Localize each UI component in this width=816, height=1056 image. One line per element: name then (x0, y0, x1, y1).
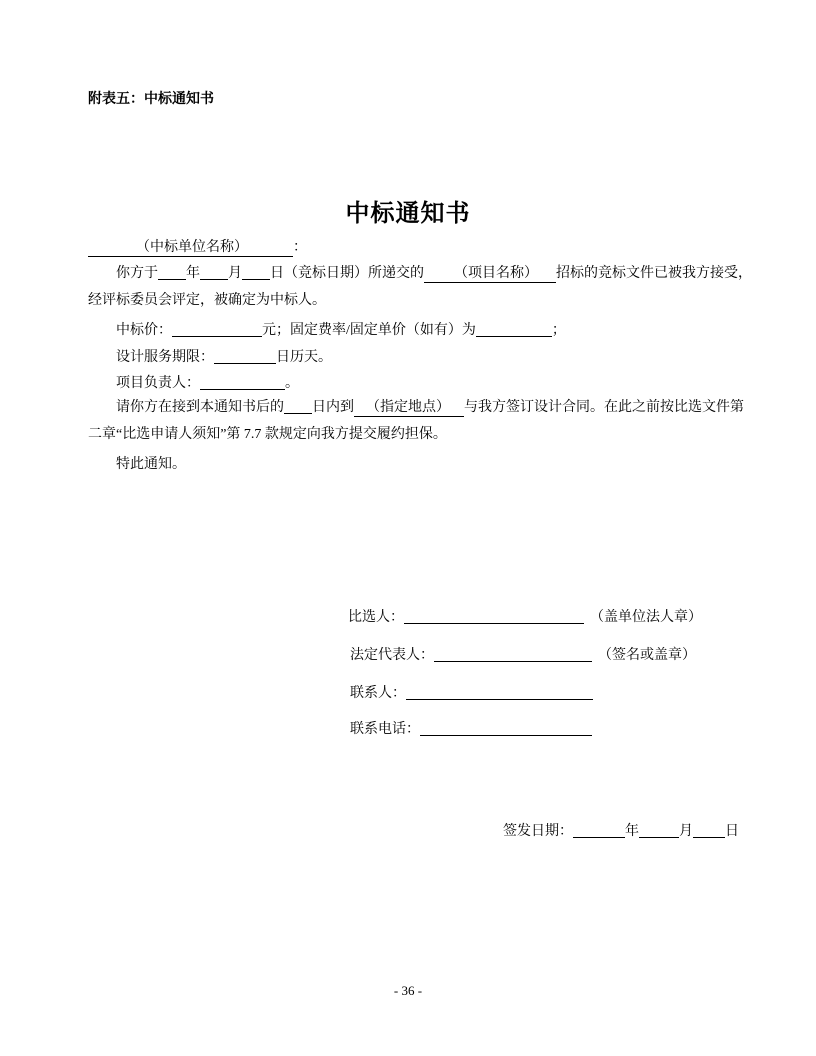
selector-signature-line (348, 606, 702, 626)
duration-days-blank (214, 350, 276, 364)
duration-label: 设计服务期限： (116, 350, 214, 365)
phone-label: 联系电话： (350, 722, 420, 737)
page-number: - 36 - (393, 983, 423, 998)
days-to-sign-blank (284, 400, 312, 414)
issue-year-label: 年 (625, 824, 639, 839)
p2-text-2: 日内到 (312, 400, 354, 415)
contact-name-blank (406, 686, 593, 700)
contract-signing-paragraph (88, 394, 756, 448)
selector-label: 比选人： (348, 610, 404, 625)
page-title: 中标通知书 (345, 201, 471, 227)
legal-rep-signature-line (350, 644, 696, 664)
p1-year-label: 年 (186, 266, 200, 281)
project-name-blank: （项目名称） (424, 266, 556, 283)
legal-rep-seal-note: （签名或盖章） (598, 648, 696, 663)
attachment-label: 附表五：中标通知书 (88, 92, 214, 107)
selector-signature-blank (404, 610, 584, 624)
project-manager-end-punct: 。 (285, 376, 299, 391)
issue-month-blank (639, 824, 679, 838)
salutation-colon: ： (293, 240, 307, 255)
issue-day-blank (693, 824, 725, 838)
selector-seal-note: （盖单位法人章） (590, 610, 702, 625)
project-manager-line (116, 372, 299, 392)
issue-day-label: 日 (725, 824, 739, 839)
p2-text-3: 与我方签订设计合同。在此之前按比选文件第二章“比选申请人须知”第 7.7 款规定向我方提交履约担保。 (88, 400, 744, 442)
duration-end-text: 日历天。 (276, 350, 332, 365)
phone-number-blank (420, 722, 592, 736)
p1-text-2: 日（竞标日期）所递交的 (270, 266, 424, 281)
salutation-line (88, 236, 307, 256)
issue-year-blank (573, 824, 625, 838)
bid-year-blank (158, 266, 186, 280)
fixed-rate-blank (476, 323, 552, 337)
p2-text-1: 请你方在接到本通知书后的 (116, 400, 284, 415)
issue-month-label: 月 (679, 824, 693, 839)
phone-line (350, 718, 592, 738)
p1-month-label: 月 (228, 266, 242, 281)
price-amount-blank (172, 323, 262, 337)
project-manager-label: 项目负责人： (116, 376, 200, 391)
bid-month-blank (200, 266, 228, 280)
price-line (116, 319, 566, 339)
p1-text-1: 你方于 (116, 266, 158, 281)
p1-text-3: 招标的竞标文件已被我方接受，经评标委员会评定，被确定为中标人。 (88, 266, 752, 308)
contact-line (350, 682, 593, 702)
price-end-punct: ； (551, 323, 566, 338)
price-label: 中标价： (116, 323, 172, 338)
project-manager-blank (200, 376, 285, 390)
winning-company-name-blank: （中标单位名称） (88, 240, 293, 257)
duration-line (116, 346, 332, 366)
issue-date-label: 签发日期： (503, 824, 573, 839)
closing-line: 特此通知。 (116, 457, 186, 472)
bid-day-blank (242, 266, 270, 280)
legal-rep-signature-blank (434, 648, 592, 662)
award-paragraph (88, 260, 756, 314)
issue-date-line (503, 820, 739, 840)
legal-rep-label: 法定代表人： (350, 648, 434, 663)
designated-place-blank: （指定地点） (354, 400, 464, 417)
price-middle-text: 元；固定费率/固定单价（如有）为 (262, 323, 476, 338)
contact-label: 联系人： (350, 686, 406, 701)
